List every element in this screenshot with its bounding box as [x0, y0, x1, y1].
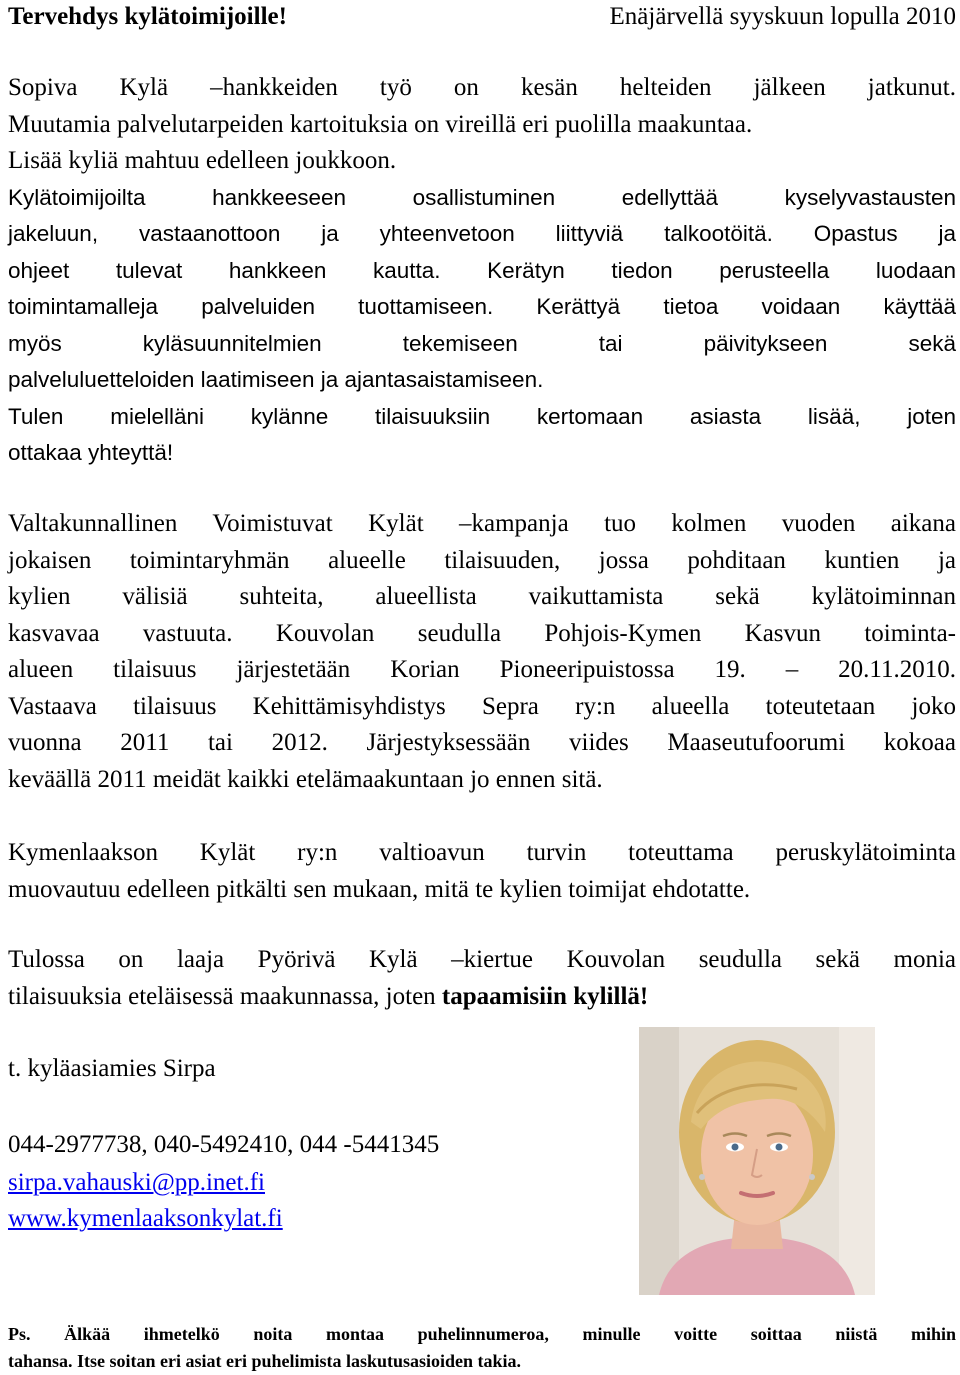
paragraph-line: Sopiva Kylä –hankkeiden työ on kesän helteiden jälkeen jatkunut. [8, 74, 956, 101]
paragraph-line: alueen tilaisuus järjestetään Korian Pioneeripuistossa 19. – 20.11.2010. [8, 656, 956, 683]
paragraph-line [8, 979, 956, 1016]
paragraph-line: keväällä 2011 meidät kaikki etelämaakuntaan jo ennen sitä. [8, 765, 603, 793]
signature: t. kyläasiamies Sirpa [8, 1055, 216, 1082]
greeting-heading: Tervehdys kylätoimijoille! [8, 3, 287, 30]
paragraph-line: ottakaa yhteyttä! [8, 440, 174, 465]
paragraph-line: kasvavaa vastuuta. Kouvolan seudulla Pohjois-Kymen Kasvun toiminta- [8, 619, 956, 647]
phone-numbers: 044-2977738, 040-5492410, 044 -5441345 [8, 1131, 440, 1158]
website-link[interactable]: www.kymenlaaksonkylat.fi [8, 1205, 283, 1232]
paragraph-line: Tulossa on laaja Pyörivä Kylä –kiertue Kouvolan seudulla sekä monia [8, 946, 956, 973]
paragraph-line: Kylätoimijoilta hankkeeseen osallistuminen edellyttää kyselyvastausten [8, 184, 956, 210]
paragraph-line: Lisää kyliä mahtuu edelleen joukkoon. [8, 147, 397, 174]
emphasis-text: tapaamisiin kylillä! [441, 982, 649, 1010]
paragraph-line: vuonna 2011 tai 2012. Järjestyksessään viides Maaseutufoorumi kokoaa [8, 729, 956, 756]
paragraph-line: Muutamia palvelutarpeiden kartoituksia on vireillä eri puolilla maakuntaa. [8, 110, 753, 138]
paragraph-line: Vastaava tilaisuus Kehittämisyhdistys Sepra ry:n alueella toteutetaan joko [8, 692, 956, 720]
paragraph-line: jokaisen toimintaryhmän alueelle tilaisuuden, jossa pohditaan kuntien ja [8, 546, 956, 574]
paragraph-line: Tulen mielelläni kylänne tilaisuuksiin kertomaan asiasta lisää, joten [8, 403, 956, 429]
paragraph-line: Kymenlaakson Kylät ry:n valtioavun turvin toteuttama peruskylätoiminta [8, 839, 956, 866]
paragraph-line: muovautuu edelleen pitkälti sen mukaan, mitä te kylien toimijat ehdotatte. [8, 875, 751, 903]
paragraph-line: palveluluetteloiden laatimiseen ja ajantasaistamiseen. [8, 367, 544, 392]
email-link[interactable]: sirpa.vahauski@pp.inet.fi [8, 1169, 265, 1196]
paragraph-hanke [8, 70, 956, 472]
portrait-illustration [639, 1027, 875, 1295]
postscript-line: Ps. Älkää ihmetelkö noita montaa puhelinnumeroa, minulle voitte soittaa niistä mihin [8, 1324, 956, 1344]
paragraph-line: Valtakunnallinen Voimistuvat Kylät –kampanja tuo kolmen vuoden aikana [8, 510, 956, 537]
letter-header [8, 2, 956, 32]
paragraph-kiertue [8, 942, 956, 1015]
paragraph-line: myös kyläsuunnitelmien tekemiseen tai päivitykseen sekä [8, 330, 956, 356]
paragraph-line: toimintamalleja palveluiden tuottamiseen. Kerättyä tietoa voidaan käyttää [8, 294, 956, 319]
paragraph-line: ohjeet tulevat hankkeen kautta. Kerätyn tiedon perusteella luodaan [8, 257, 956, 283]
paragraph-line: jakeluun, vastaanottoon ja yhteenvetoon liittyviä talkootöitä. Opastus ja [8, 221, 956, 246]
postscript [8, 1321, 956, 1375]
dateline: Enäjärvellä syyskuun lopulla 2010 [609, 3, 956, 30]
paragraph-peruskylatoiminta [8, 835, 956, 908]
paragraph-line: kylien välisiä suhteita, alueellista vaikuttamista sekä kylätoiminnan [8, 583, 956, 610]
portrait-photo [639, 1027, 875, 1295]
paragraph-text: tilaisuuksia eteläisessä maakunnassa, joten [8, 982, 442, 1010]
postscript-line: tahansa. Itse soitan eri asiat eri puhelimista laskutusasioiden takia. [8, 1351, 522, 1371]
paragraph-kampanja [8, 506, 956, 798]
